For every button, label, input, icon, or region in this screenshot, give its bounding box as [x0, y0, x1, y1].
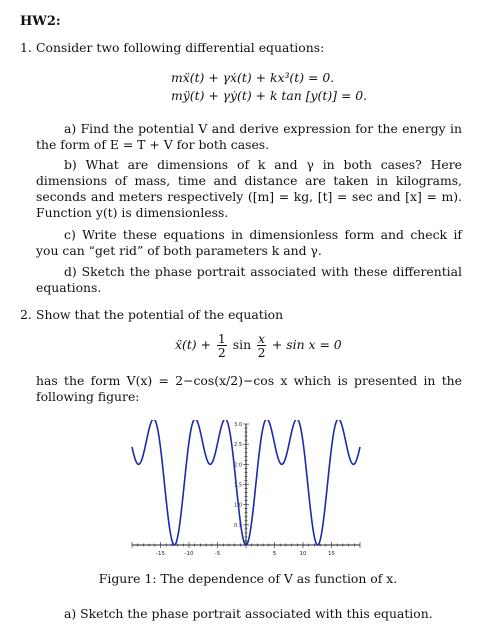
question-2-number: 2. — [20, 307, 32, 322]
x-tick-label: -5 — [214, 551, 221, 556]
question-1-intro: Consider two following differential equations: — [36, 40, 325, 55]
fraction-x-half-denominator: 2 — [257, 345, 266, 360]
x-tick-label: 10 — [299, 551, 307, 556]
x-tick-label: -15 — [156, 551, 165, 556]
equation-3 — [175, 332, 342, 366]
y-tick-label: 2.0 — [234, 462, 242, 469]
fraction-x-half — [257, 332, 266, 359]
plot-axes — [132, 422, 360, 556]
question-2-intro: Show that the potential of the equation — [36, 307, 284, 322]
x-tick-label: 5 — [272, 551, 277, 556]
question-1-part-b: b) What are dimensions of k and γ in both cases? Here dimensions of mass, time and distance are taken in kilograms, seconds and meters respectively ([m] = kg, [t] = sec and [x] = m). Function y(t) is dimensionless. — [36, 157, 462, 220]
x-tick-label: -10 — [184, 551, 194, 556]
y-tick-label: 1.5 — [234, 482, 242, 489]
equation-1: mẍ(t) + γẋ(t) + kx³(t) = 0. — [171, 70, 335, 85]
equation-3-rhs: + sin x = 0 — [271, 337, 342, 352]
fraction-one-half — [217, 332, 227, 359]
fraction-x-half-numerator: x — [258, 331, 266, 346]
potential-form-text: has the form V(x) = 2−cos(x/2)−cos x which is presented in the following figure: — [36, 373, 462, 404]
question-1-part-d: d) Sketch the phase portrait associated with these differential equations. — [36, 264, 462, 295]
homework-title: HW2: — [20, 14, 61, 29]
y-tick-label: 3.0 — [234, 422, 242, 428]
sin-operator: sin — [232, 337, 252, 352]
y-tick-label: 0.5 — [234, 522, 242, 529]
fraction-one-half-denominator: 2 — [217, 345, 226, 360]
x-tick-label: 15 — [328, 551, 335, 556]
equation-2: mÿ(t) + γẏ(t) + k tan [y(t)] = 0. — [171, 88, 368, 103]
equation-3-lhs: ẍ(t) + — [175, 337, 211, 352]
fraction-one-half-numerator: 1 — [217, 331, 226, 346]
question-1-part-c: c) Write these equations in dimensionless form and check if you can “get rid” of both parameters k and γ. — [36, 227, 462, 258]
potential-plot — [126, 420, 366, 556]
question-1-part-a: a) Find the potential V and derive expression for the energy in the form of E = T + V for both cases. — [36, 121, 462, 152]
question-1-number: 1. — [20, 40, 32, 55]
figure-caption: Figure 1: The dependence of V as function of x. — [98, 571, 398, 586]
y-tick-label: 1.0 — [234, 502, 242, 509]
question-2-part-a: a) Sketch the phase portrait associated with this equation. — [64, 606, 433, 621]
y-tick-label: 2.5 — [234, 442, 242, 449]
